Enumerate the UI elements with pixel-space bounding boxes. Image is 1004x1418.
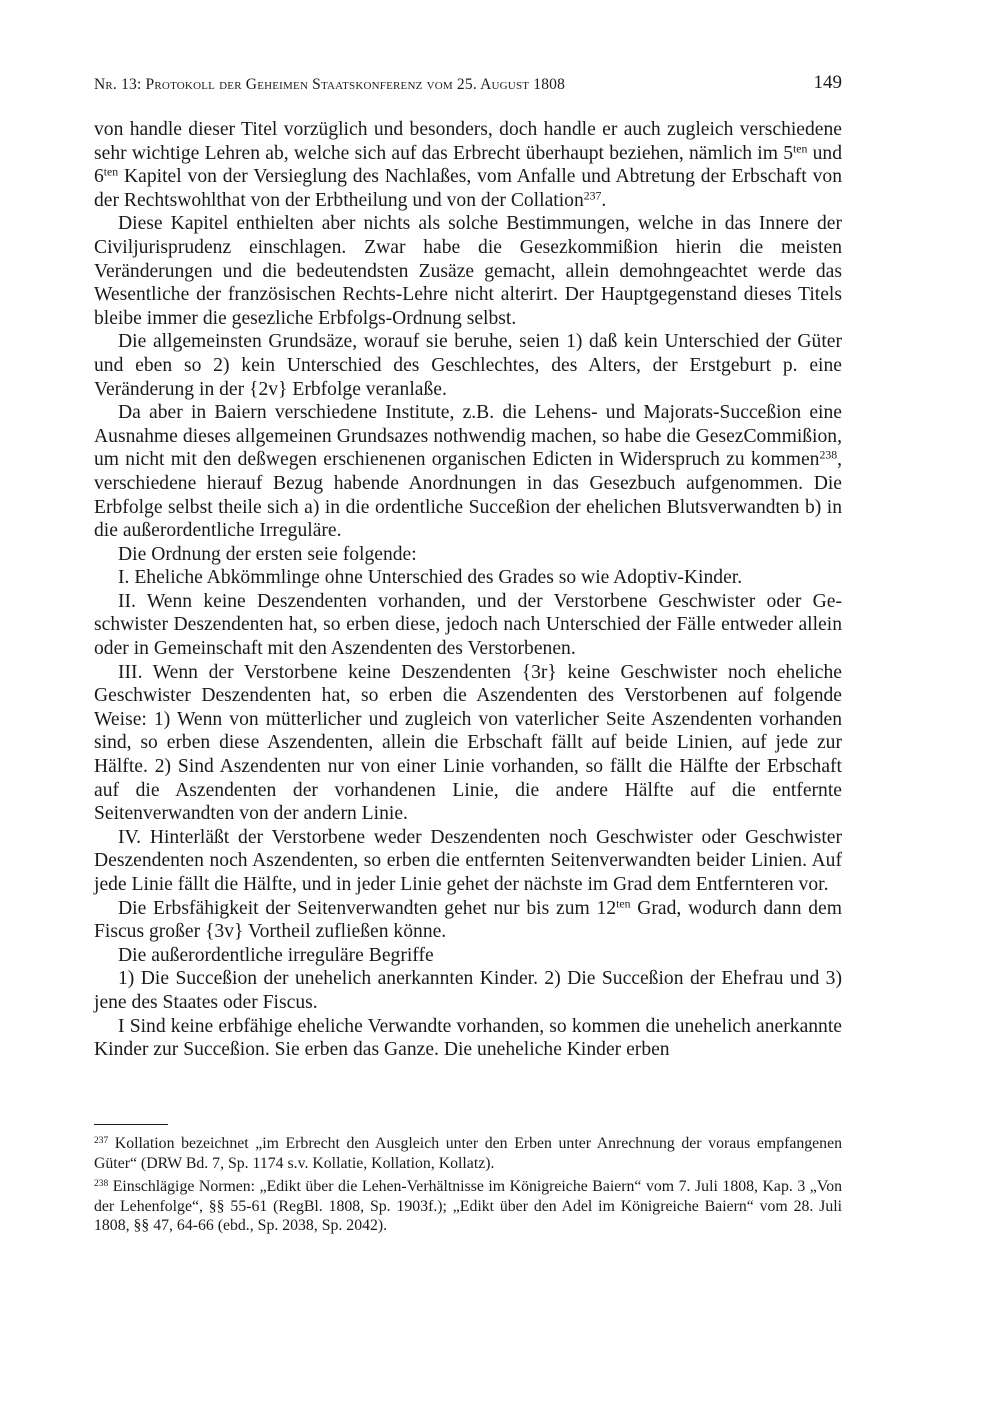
running-header bbox=[94, 72, 842, 98]
running-title: Nr. 13: Protokoll der Geheimen Staatskonferenz vom 25. August 1808 bbox=[94, 76, 566, 93]
paragraph: Diese Kapitel enthielten aber nichts als solche Bestimmungen, welche in das Innere der Civiljurisprudenz einschlagen. Zwar habe die Gesezkommißion hierin die meisten Veränderungen und die bedeutendsten Zusäze gemacht, allein demohngeachtet werde das Wesentliche der französischen Rechts-Lehre nicht alterirt. Der Hauptgegenstand dieses Titels bleibe immer die gesezliche Erbfolgs-Ordnung selbst. bbox=[94, 213, 842, 329]
footnote-separator bbox=[94, 1124, 168, 1125]
superscript: ten bbox=[616, 897, 631, 911]
paragraph: IV. Hinterläßt der Verstorbene weder Deszendenten noch Geschwister oder Geschwister Deszendenten noch Aszendenten, so erben die entfernten Seitenverwandten beider Linien. Auf jede Linie fällt die Hälfte, und in jeder Linie gehet der nächste im Grad dem Entfernteren vor. bbox=[94, 826, 842, 895]
footnote-ref[interactable]: 237 bbox=[583, 189, 602, 203]
paragraph: II. Wenn keine Deszendenten vorhanden, und der Verstorbene Geschwister oder Geschwister Deszendenten hat, so erben diese, jedoch nach Unterschied der Fälle entweder allein oder in Gemeinschaft mit den Aszendenten des Verstorbenen. bbox=[94, 590, 842, 660]
footnote-number: 238 bbox=[94, 1178, 109, 1189]
text-run: und 6 bbox=[94, 142, 842, 188]
superscript: ten bbox=[793, 142, 808, 156]
footnote bbox=[94, 1177, 842, 1236]
paragraph: III. Wenn der Verstorbene keine Deszendenten {3r} keine Geschwister noch eheliche Geschwister Deszendenten hat, so erben die Aszendenten des Verstorbenen auf folgende Weise: 1) Wenn von mütterlicher und zugleich von vaterlicher Seite Aszendenten vorhanden sind, so erben diese Aszendenten, allein die Erbschaft fällt auf beide Linien, auf jede zur Hälfte. 2) Sind Aszendenten nur von einer Linie vorhanden, so fällt die Hälfte der Erbschaft auf die Aszendenten der vorhandenen Linie, die andere Hälfte auf die entfernte Seitenverwandten von der andern Linie. bbox=[94, 661, 842, 825]
text-run: Grad, wodurch dann dem Fiscus großer {3v} Vortheil zufließen könne. bbox=[94, 897, 842, 943]
footnote-number: 237 bbox=[94, 1135, 109, 1146]
footnote bbox=[94, 1134, 842, 1173]
paragraph: 1) Die Succeßion der unehelich anerkannten Kinder. 2) Die Succeßion der Ehefrau und 3) jene des Staates oder Fiscus. bbox=[94, 968, 842, 1013]
footnote-ref[interactable]: 238 bbox=[819, 448, 838, 462]
page-number: 149 bbox=[813, 72, 842, 93]
footnote-text: Einschlägige Normen: „Edikt über die Lehen-Verhältnisse im Königreiche Baiern“ vom 7. Juli 1808, Kap. 3 „Von der Lehenfolge“, §§ 55-61 (RegBl. 1808, Sp. 1903f.); „Edikt über den Adel im Königreiche Baiern“ vom 28. Juli 1808, §§ 47, 64-66 (ebd., Sp. 2038, Sp. 2042). bbox=[94, 1178, 842, 1235]
paragraph bbox=[94, 118, 842, 212]
paragraph: I. Eheliche Abkömmlinge ohne Unterschied des Grades so wie Adoptiv-Kinder. bbox=[118, 567, 743, 589]
paragraph: Die allgemeinsten Grundsäze, worauf sie beruhe, seien 1) daß kein Unterschied der Güter und eben so 2) kein Unterschied des Geschlechtes, des Alters, der Erstgeburt p. eine Veränderung in der {2v} Erbfolge veranlaße. bbox=[94, 331, 842, 400]
footnotes bbox=[94, 1134, 842, 1240]
text-run: . bbox=[601, 189, 607, 211]
paragraph: I Sind keine erbfähige eheliche Verwandte vorhanden, so kommen die unehelich anerkannte Kinder zur Succeßion. Sie erben das Ganze. Die uneheliche Kinder erben bbox=[94, 1015, 842, 1061]
text-run: von handle dieser Titel vorzüglich und besonders, doch handle er auch zugleich verschiedene sehr wichtige Lehren ab, welche sich auf das Erbrecht überhaupt beziehen, nämlich im 5 bbox=[94, 119, 842, 164]
superscript: ten bbox=[103, 165, 119, 179]
paragraph: Die außerordentliche irreguläre Begriffe bbox=[118, 944, 434, 966]
text-run: Die Erbsfähigkeit der Seitenverwandten gehet nur bis zum 12 bbox=[118, 897, 617, 919]
footnote-text: Kollation bezeichnet „im Erbrecht den Ausgleich unter den Erben unter Anrechnung der voraus empfangenen Güter“ (DRW Bd. 7, Sp. 1174 s.v. Kollatie, Kollation, Kollatz). bbox=[94, 1135, 842, 1172]
paragraph bbox=[94, 401, 842, 543]
text-run: , verschiedene hierauf Bezug habende Anordnungen in das Gesezbuch aufgenommen. Die Erbfolge selbst theile sich a) in die ordentliche Succeßion der ehelichen Blutsverwandten b) in die außerordentliche Irreguläre. bbox=[94, 449, 842, 542]
text-run: Da aber in Baiern verschiedene Institute, z.B. die Lehens- und Majorats-Succeßion eine Ausnahme dieses allgemeinen Grundsazes nothwendig machen, so habe die GesezCommißion, um nicht mit den deßwegen erschienenen organischen Edicten in Widerspruch zu kommen bbox=[94, 402, 842, 471]
paragraph bbox=[94, 897, 842, 944]
text-run: Kapitel von der Versieglung des Nachlaßes, vom Anfalle und Abtretung der Erbschaft von der Rechtswohlthat von der Erbtheilung und von der Collation bbox=[94, 166, 842, 211]
main-text bbox=[94, 118, 842, 1062]
paragraph: Die Ordnung der ersten seie folgende: bbox=[118, 543, 417, 565]
